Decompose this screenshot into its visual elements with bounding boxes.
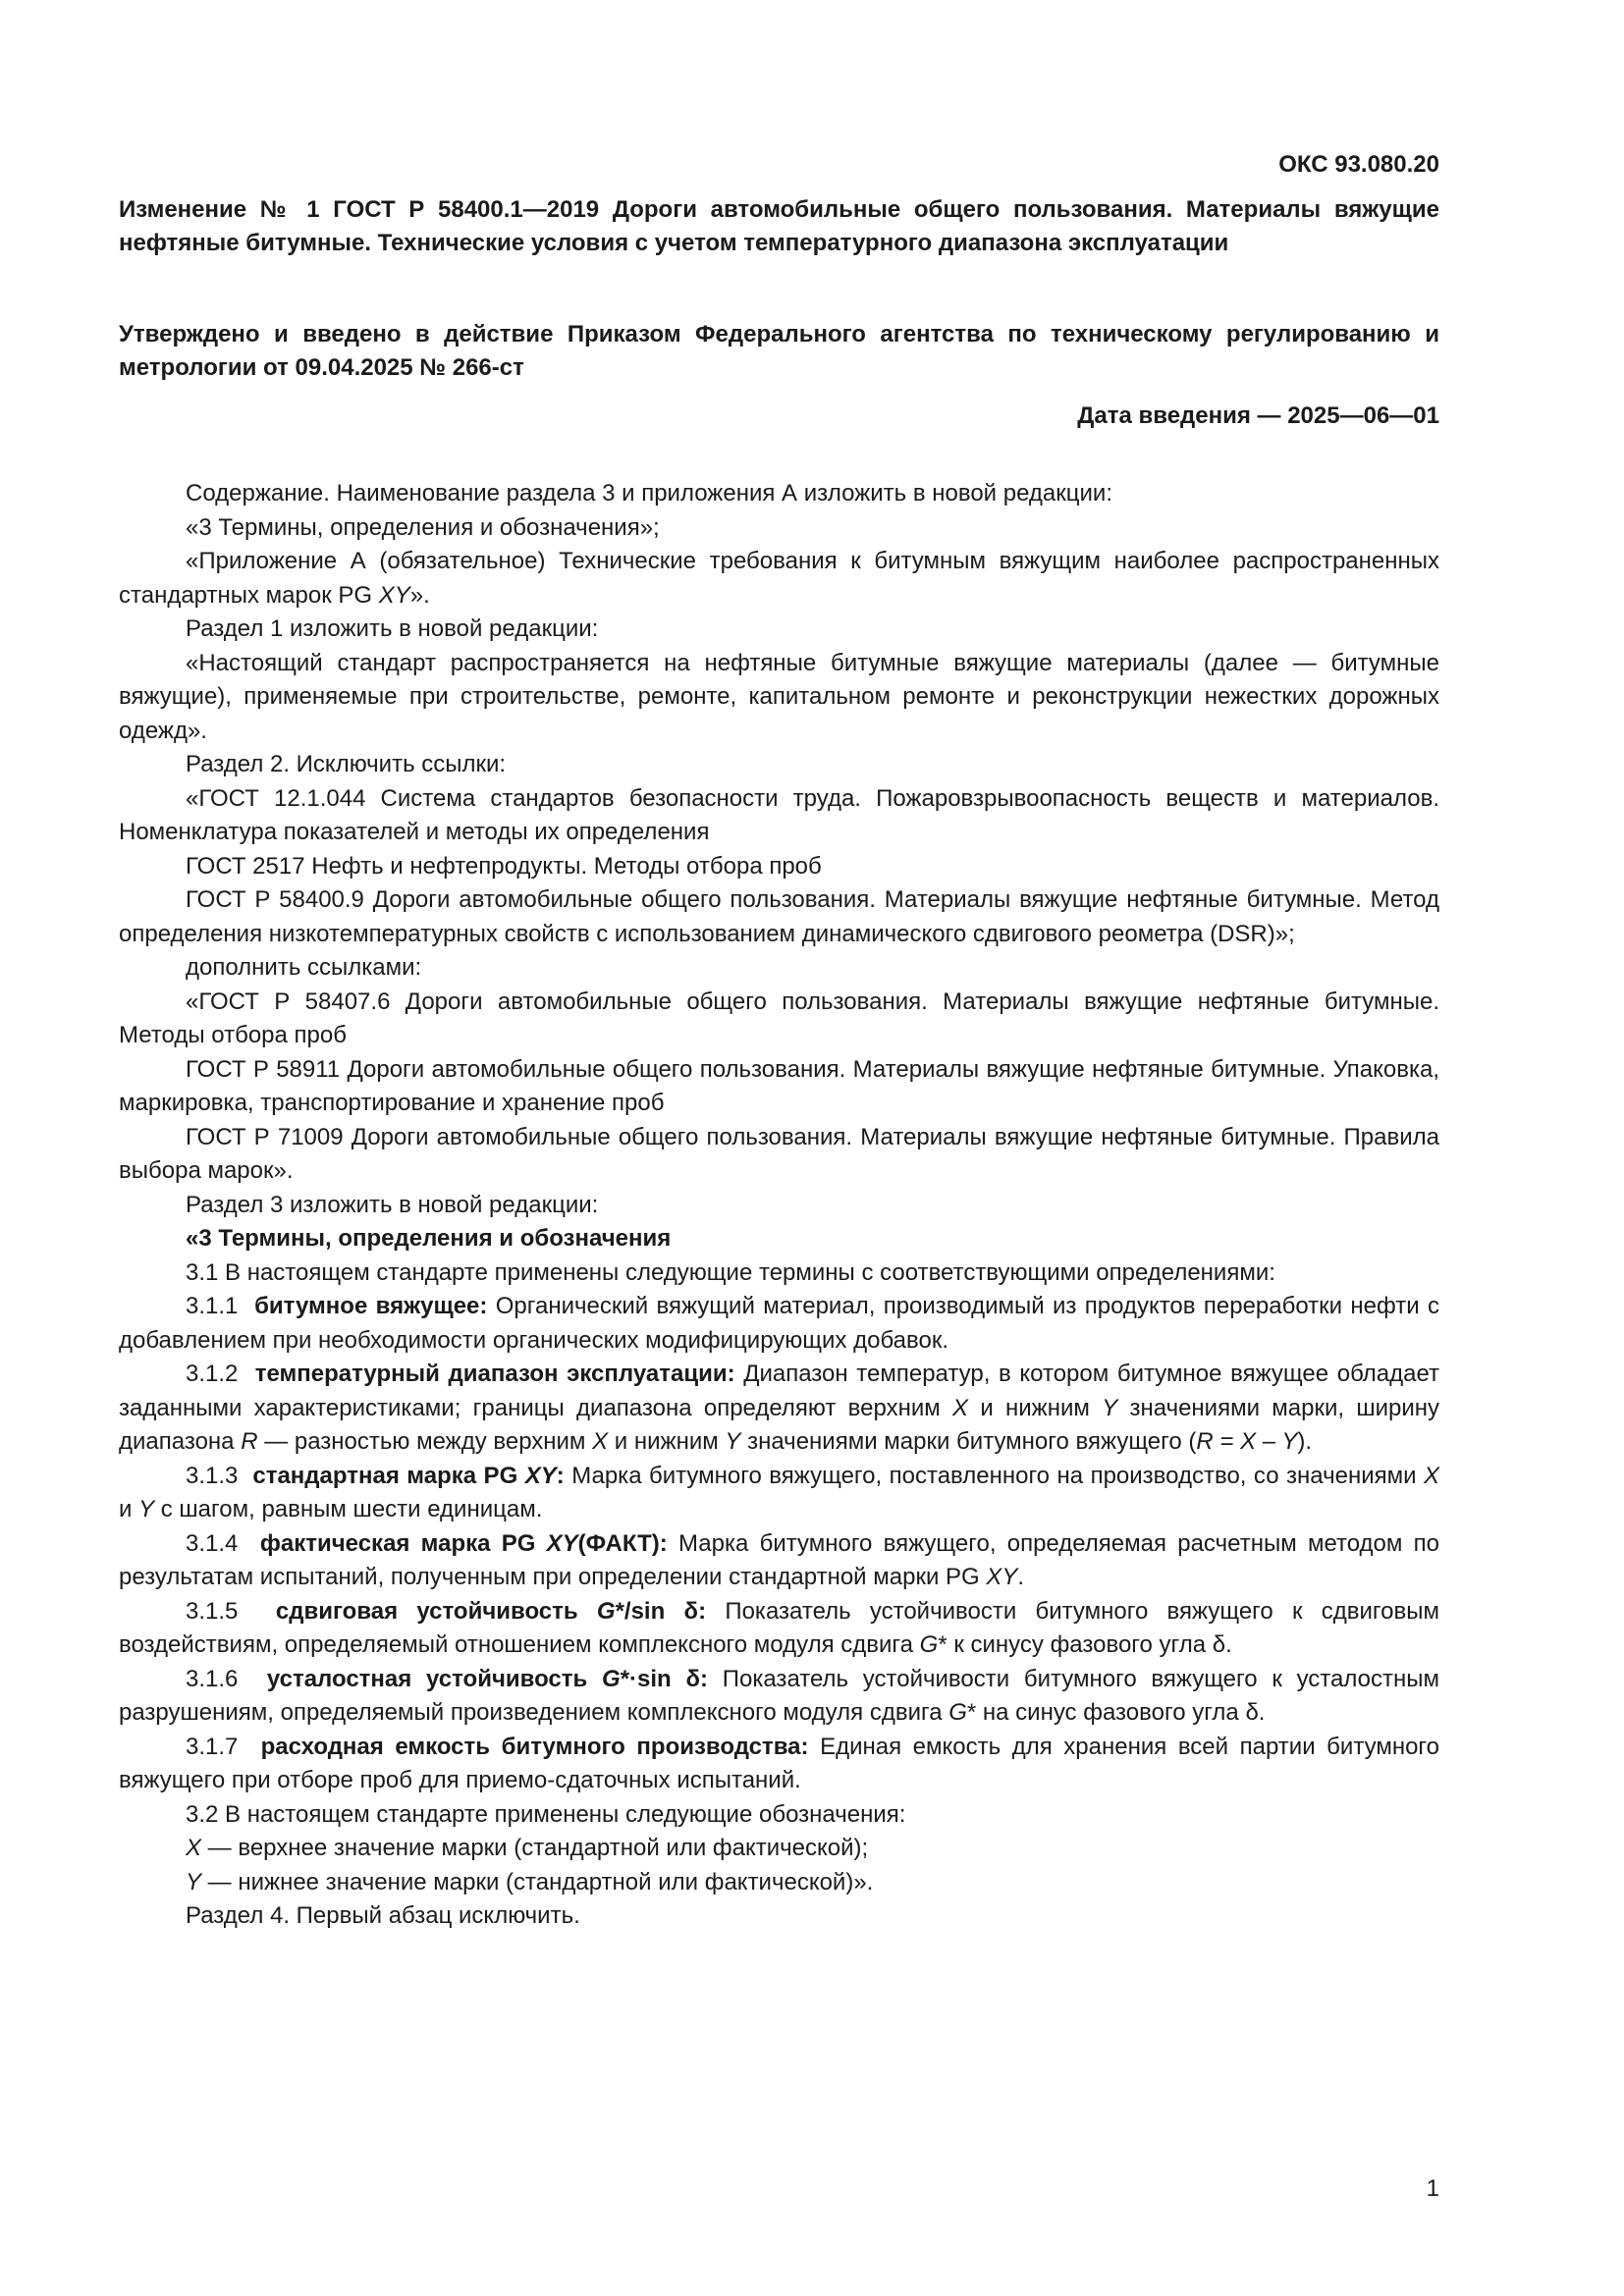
- paragraph: Раздел 3 изложить в новой редакции:: [186, 1191, 599, 1218]
- term-definition: 3.1.1 битумное вяжущее: Органический вяжущий материал, производимый из продуктов переработки нефти с добавлением при необходимости органических модифицирующих добавок.: [119, 1293, 1439, 1354]
- paragraph: ГОСТ Р 58911 Дороги автомобильные общего пользования. Материалы вяжущие нефтяные битумные. Упаковка, маркировка, транспортирование и хранение проб: [119, 1055, 1439, 1116]
- effective-date: Дата введения — 2025—06—01: [1077, 402, 1439, 429]
- paragraph: Содержание. Наименование раздела 3 и приложения А изложить в новой редакции:: [186, 480, 1112, 507]
- amendment-title: Изменение № 1 ГОСТ Р 58400.1—2019 Дороги автомобильные общего пользования. Материалы вяжущие нефтяные битумные. Технические условия с учетом температурного диапазона эксплуатации: [119, 196, 1439, 256]
- symbol-definition: Y — нижнее значение марки (стандартной или фактической)».: [186, 1868, 874, 1896]
- paragraph: Раздел 1 изложить в новой редакции:: [186, 615, 599, 642]
- paragraph: дополнить ссылками:: [186, 954, 422, 981]
- paragraph: «ГОСТ Р 58407.6 Дороги автомобильные общего пользования. Материалы вяжущие нефтяные битумные. Методы отбора проб: [119, 988, 1439, 1048]
- term-definition: 3.1.5 сдвиговая устойчивость G*/sin δ: Показатель устойчивости битумного вяжущего к сдвиговым воздействиям, определяемый отношением комплексного модуля сдвига G* к синусу фазового угла δ.: [119, 1597, 1439, 1658]
- paragraph: «3 Термины, определения и обозначения»;: [186, 513, 660, 541]
- paragraph: «Настоящий стандарт распространяется на нефтяные битумные вяжущие материалы (далее — битумные вяжущие), применяемые при строительстве, ремонте, капитальном ремонте и реконструкции нежестких дорожных одежд».: [119, 649, 1439, 744]
- paragraph: 3.2 В настоящем стандарте применены следующие обозначения:: [186, 1800, 906, 1828]
- symbol-definition: X — верхнее значение марки (стандартной или фактической);: [186, 1835, 869, 1861]
- document-body: [119, 477, 1439, 1934]
- term-definition: 3.1.7 расходная емкость битумного производства: Единая емкость для хранения всей партии битумного вяжущего при отборе проб для приемо-сдаточных испытаний.: [119, 1733, 1439, 1793]
- document-page: [119, 0, 1439, 2296]
- section-heading: «3 Термины, определения и обозначения: [186, 1225, 672, 1252]
- paragraph: «ГОСТ 12.1.044 Система стандартов безопасности труда. Пожаровзрывоопасность веществ и материалов. Номенклатура показателей и методы их определения: [119, 784, 1439, 845]
- term-definition: 3.1.3 стандартная марка PG XY: Марка битумного вяжущего, поставленного на производство, со значениями X и Y с шагом, равным шести единицам.: [119, 1462, 1440, 1522]
- paragraph: ГОСТ Р 71009 Дороги автомобильные общего пользования. Материалы вяжущие нефтяные битумные. Правила выбора марок».: [119, 1123, 1439, 1184]
- paragraph: 3.1 В настоящем стандарте применены следующие термины с соответствующими определениями:: [186, 1258, 1275, 1286]
- paragraph: «Приложение А (обязательное) Технические требования к битумным вяжущим наиболее распространенных стандартных марок PG XY».: [119, 548, 1439, 609]
- paragraph: ГОСТ Р 58400.9 Дороги автомобильные общего пользования. Материалы вяжущие нефтяные битумные. Метод определения низкотемпературных свойств с использованием динамического сдвигового реометра (DSR)»;: [119, 886, 1439, 947]
- paragraph: Раздел 2. Исключить ссылки:: [186, 751, 507, 777]
- oks-code: ОКС 93.080.20: [1278, 151, 1439, 178]
- term-definition: 3.1.4 фактическая марка PG XY(ФАКТ): Марка битумного вяжущего, определяемая расчетным методом по результатам испытаний, полученным при определении стандартной марки PG XY.: [119, 1529, 1439, 1590]
- paragraph: Раздел 4. Первый абзац исключить.: [186, 1902, 580, 1929]
- approval-statement: Утверждено и введено в действие Приказом Федерального агентства по техническому регулированию и метрологии от 09.04.2025 № 266-ст: [119, 321, 1439, 381]
- term-definition: 3.1.2 температурный диапазон эксплуатации: Диапазон температур, в котором битумное вяжущее обладает заданными характеристиками; границы диапазона определяют верхним X и нижним Y значениями марки, ширину диапазона R — разностью между верхним X и нижним Y значениями марки битумного вяжущего (R = X – Y).: [119, 1361, 1440, 1455]
- paragraph: ГОСТ 2517 Нефть и нефтепродукты. Методы отбора проб: [186, 852, 822, 880]
- page-number: 1: [1426, 2175, 1439, 2202]
- term-definition: 3.1.6 усталостная устойчивость G*·sin δ: Показатель устойчивости битумного вяжущего к усталостным разрушениям, определяемый произведением комплексного модуля сдвига G* на синус фазового угла δ.: [119, 1665, 1439, 1726]
